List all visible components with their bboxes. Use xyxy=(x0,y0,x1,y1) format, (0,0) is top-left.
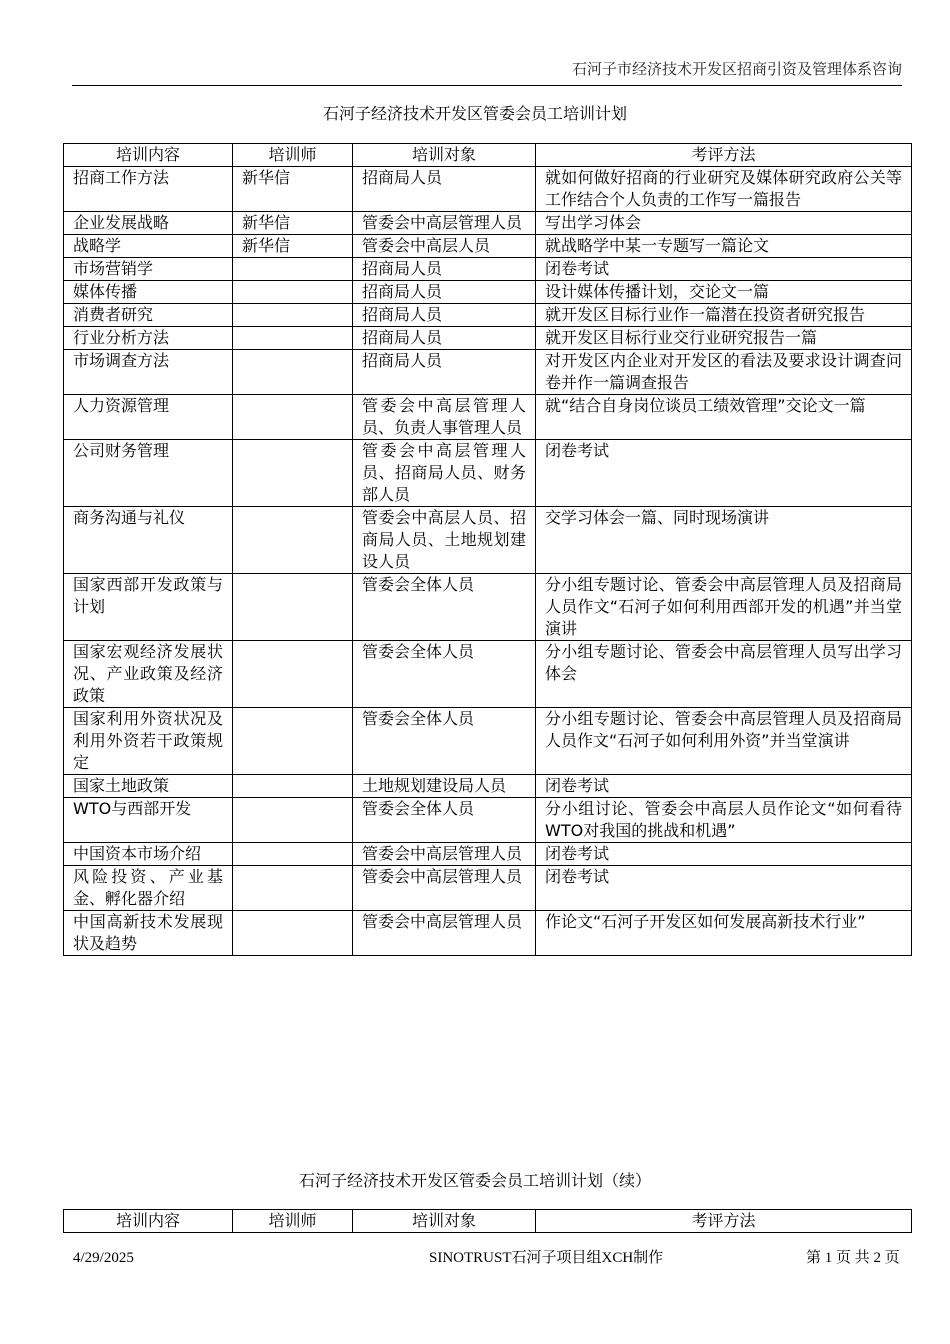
cell-evaluation-method: 交学习体会一篇、同时现场演讲 xyxy=(536,507,912,574)
cell-trainer xyxy=(233,775,353,798)
cell-trainer xyxy=(233,304,353,327)
cell-trainer xyxy=(233,395,353,440)
cell-training-content: 媒体传播 xyxy=(64,281,233,304)
cell-training-content: 战略学 xyxy=(64,235,233,258)
table-row xyxy=(64,775,912,798)
cell-trainer xyxy=(233,866,353,911)
cell-evaluation-method: 作论文“石河子开发区如何发展高新技术行业” xyxy=(536,911,912,956)
cell-target-audience: 招商局人员 xyxy=(353,304,536,327)
cell-target-audience: 招商局人员 xyxy=(353,350,536,395)
cell-evaluation-method: 闭卷考试 xyxy=(536,775,912,798)
cell-target-audience: 招商局人员 xyxy=(353,327,536,350)
cell-training-content: WTO与西部开发 xyxy=(64,798,233,843)
column-header-content: 培训内容 xyxy=(64,144,233,167)
cell-evaluation-method: 对开发区内企业对开发区的看法及要求设计调查问卷并作一篇调查报告 xyxy=(536,350,912,395)
cell-training-content: 公司财务管理 xyxy=(64,440,233,507)
cell-target-audience: 管委会全体人员 xyxy=(353,641,536,708)
column-header-target: 培训对象 xyxy=(353,1210,536,1233)
cell-evaluation-method: 分小组专题讨论、管委会中高层管理人员写出学习体会 xyxy=(536,641,912,708)
cell-training-content: 国家土地政策 xyxy=(64,775,233,798)
cell-trainer xyxy=(233,507,353,574)
cell-evaluation-method: 分小组专题讨论、管委会中高层管理人员及招商局人员作文“石河子如何利用外资”并当堂演讲 xyxy=(536,708,912,775)
cell-trainer: 新华信 xyxy=(233,212,353,235)
table-title-continued: 石河子经济技术开发区管委会员工培训计划（续） xyxy=(298,1171,651,1190)
cell-trainer xyxy=(233,911,353,956)
cell-trainer xyxy=(233,708,353,775)
cell-evaluation-method: 分小组讨论、管委会中高层人员作论文“如何看待WTO对我国的挑战和机遇” xyxy=(536,798,912,843)
cell-trainer xyxy=(233,574,353,641)
running-header: 石河子市经济技术开发区招商引资及管理体系咨询 xyxy=(571,62,902,78)
table-row xyxy=(64,798,912,843)
table-title: 石河子经济技术开发区管委会员工培训计划 xyxy=(322,104,627,123)
cell-target-audience: 管委会中高层管理人员 xyxy=(353,866,536,911)
cell-target-audience: 管委会中高层人员、招商局人员、土地规划建设人员 xyxy=(353,507,536,574)
cell-training-content: 招商工作方法 xyxy=(64,167,233,212)
cell-trainer xyxy=(233,641,353,708)
cell-training-content: 国家西部开发政策与计划 xyxy=(64,574,233,641)
cell-evaluation-method: 就“结合自身岗位谈员工绩效管理”交论文一篇 xyxy=(536,395,912,440)
cell-target-audience: 管委会中高层管理人员、招商局人员、财务部人员 xyxy=(353,440,536,507)
cell-evaluation-method: 写出学习体会 xyxy=(536,212,912,235)
table-row xyxy=(64,304,912,327)
cell-evaluation-method: 闭卷考试 xyxy=(536,258,912,281)
footer-page-number: 第 1 页 共 2 页 xyxy=(806,1250,900,1266)
cell-training-content: 行业分析方法 xyxy=(64,327,233,350)
cell-evaluation-method: 就开发区目标行业作一篇潜在投资者研究报告 xyxy=(536,304,912,327)
cell-target-audience: 管委会全体人员 xyxy=(353,798,536,843)
table-row xyxy=(64,911,912,956)
cell-target-audience: 管委会中高层管理人员 xyxy=(353,843,536,866)
table-row xyxy=(64,507,912,574)
column-header-method: 考评方法 xyxy=(536,1210,912,1233)
cell-trainer xyxy=(233,798,353,843)
cell-training-content: 企业发展战略 xyxy=(64,212,233,235)
cell-trainer xyxy=(233,350,353,395)
cell-trainer xyxy=(233,281,353,304)
cell-target-audience: 管委会中高层管理人员、负责人事管理人员 xyxy=(353,395,536,440)
cell-target-audience: 招商局人员 xyxy=(353,167,536,212)
cell-evaluation-method: 分小组专题讨论、管委会中高层管理人员及招商局人员作文“石河子如何利用西部开发的机遇”并当堂演讲 xyxy=(536,574,912,641)
table-row xyxy=(64,167,912,212)
cell-evaluation-method: 闭卷考试 xyxy=(536,843,912,866)
cell-training-content: 国家宏观经济发展状况、产业政策及经济政策 xyxy=(64,641,233,708)
cell-trainer xyxy=(233,843,353,866)
cell-trainer xyxy=(233,258,353,281)
cell-target-audience: 管委会中高层管理人员 xyxy=(353,212,536,235)
cell-target-audience: 招商局人员 xyxy=(353,258,536,281)
column-header-content: 培训内容 xyxy=(64,1210,233,1233)
cell-training-content: 商务沟通与礼仪 xyxy=(64,507,233,574)
table-row xyxy=(64,708,912,775)
cell-target-audience: 管委会全体人员 xyxy=(353,574,536,641)
cell-training-content: 中国高新技术发展现状及趋势 xyxy=(64,911,233,956)
cell-evaluation-method: 闭卷考试 xyxy=(536,440,912,507)
column-header-trainer: 培训师 xyxy=(233,1210,353,1233)
cell-evaluation-method: 就战略学中某一专题写一篇论文 xyxy=(536,235,912,258)
cell-training-content: 市场营销学 xyxy=(64,258,233,281)
table-row xyxy=(64,235,912,258)
table-row xyxy=(64,440,912,507)
cell-evaluation-method: 设计媒体传播计划，交论文一篇 xyxy=(536,281,912,304)
cell-training-content: 中国资本市场介绍 xyxy=(64,843,233,866)
table-row xyxy=(64,212,912,235)
table-row xyxy=(64,641,912,708)
table-header-row xyxy=(64,144,912,167)
table-row xyxy=(64,350,912,395)
cell-trainer xyxy=(233,327,353,350)
cell-training-content: 风险投资、产业基金、孵化器介绍 xyxy=(64,866,233,911)
table-row xyxy=(64,281,912,304)
column-header-target: 培训对象 xyxy=(353,144,536,167)
table-row xyxy=(64,574,912,641)
cell-evaluation-method: 就开发区目标行业交行业研究报告一篇 xyxy=(536,327,912,350)
table-row xyxy=(64,843,912,866)
table-row xyxy=(64,258,912,281)
training-plan-table-continued xyxy=(63,1209,912,1233)
cell-training-content: 市场调查方法 xyxy=(64,350,233,395)
table-row xyxy=(64,327,912,350)
training-plan-table xyxy=(63,143,912,956)
cell-target-audience: 管委会中高层人员 xyxy=(353,235,536,258)
footer-date: 4/29/2025 xyxy=(73,1250,134,1266)
cell-training-content: 消费者研究 xyxy=(64,304,233,327)
cell-target-audience: 管委会全体人员 xyxy=(353,708,536,775)
header-divider xyxy=(72,85,902,86)
cell-target-audience: 招商局人员 xyxy=(353,281,536,304)
column-header-trainer: 培训师 xyxy=(233,144,353,167)
cell-target-audience: 管委会中高层管理人员 xyxy=(353,911,536,956)
cell-training-content: 国家利用外资状况及利用外资若干政策规定 xyxy=(64,708,233,775)
cell-trainer: 新华信 xyxy=(233,235,353,258)
table-row xyxy=(64,866,912,911)
column-header-method: 考评方法 xyxy=(536,144,912,167)
cell-evaluation-method: 就如何做好招商的行业研究及媒体研究政府公关等工作结合个人负责的工作写一篇报告 xyxy=(536,167,912,212)
table-row xyxy=(64,395,912,440)
table-body xyxy=(64,167,912,956)
table-header-row xyxy=(64,1210,912,1233)
cell-evaluation-method: 闭卷考试 xyxy=(536,866,912,911)
cell-training-content: 人力资源管理 xyxy=(64,395,233,440)
cell-target-audience: 土地规划建设局人员 xyxy=(353,775,536,798)
footer-credit: SINOTRUST石河子项目组XCH制作 xyxy=(429,1250,664,1266)
cell-trainer: 新华信 xyxy=(233,167,353,212)
cell-trainer xyxy=(233,440,353,507)
